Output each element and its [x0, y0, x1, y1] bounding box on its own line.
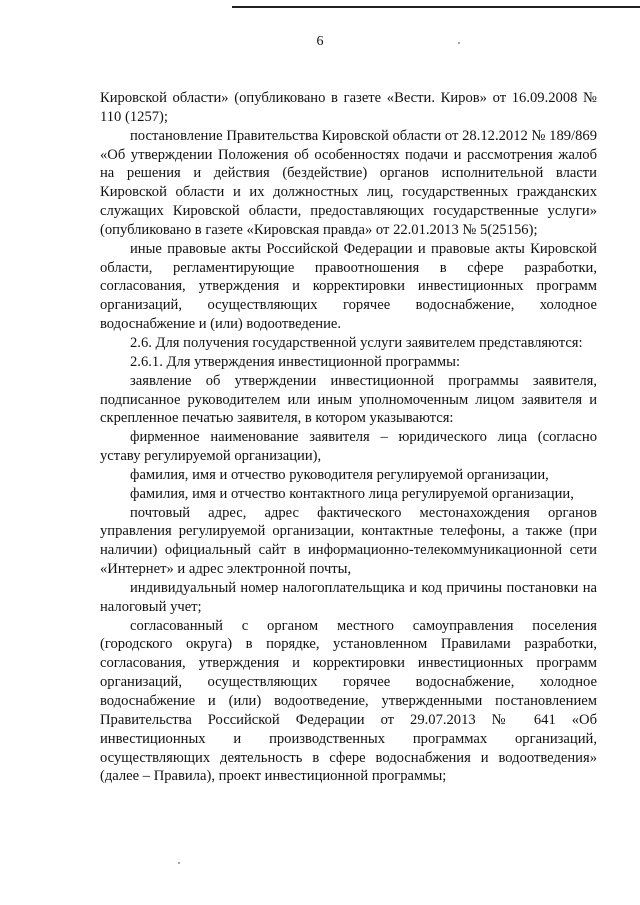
paragraph-addresses: почтовый адрес, адрес фактического местонахождения органов управления регулируемой организации, контактные телефоны, а также (при наличии) официальный сайт в информационно-телекоммуникационной сети «Интернет» и адрес электронной почты, [100, 504, 597, 578]
scan-speck [178, 862, 180, 864]
scan-speck [458, 42, 460, 44]
paragraph-other-legal-acts: иные правовые акты Российской Федерации и правовые акты Кировской области, регламентирующие правоотношения в сфере разработки, согласования, утверждения и корректировки инвестиционных программ организаций, осуществляющих горячее водоснабжение, холодное водоснабжение и (или) водоотведение. [100, 240, 597, 333]
paragraph-tax-number: индивидуальный номер налогоплательщика и код причины постановки на налоговый учет; [100, 579, 597, 615]
paragraph-company-name: фирменное наименование заявителя – юридического лица (согласно уставу регулируемой организации), [100, 429, 597, 465]
paragraph-contact-name: фамилия, имя и отчество контактного лица регулируемой организации, [130, 485, 574, 502]
page-number: 6 [316, 34, 324, 49]
paragraph-resolution-189-869: постановление Правительства Кировской области от 28.12.2012 № 189/869 «Об утверждении Положения об особенностях подачи и рассмотрения жалоб на решения и действия (бездействие) органов исполнительной власти Кировской области и их должностных лиц, государственных гражданских служащих Кировской области, предоставляющих государственные услуги» (опубликовано в газете «Кировская правда» от 22.01.2013 № 5(25156); [100, 127, 597, 238]
paragraph-section-2-6: 2.6. Для получения государственной услуги заявителем представляются: [130, 334, 583, 351]
paragraph-director-name: фамилия, имя и отчество руководителя регулируемой организации, [130, 466, 549, 483]
paragraph-continuation: Кировской области» (опубликовано в газете «Вести. Киров» от 16.09.2008 № 110 (1257); [100, 90, 597, 125]
paragraph-section-2-6-1: 2.6.1. Для утверждения инвестиционной программы: [130, 353, 461, 370]
paragraph-application: заявление об утверждении инвестиционной программы заявителя, подписанное руководителем или иным уполномоченным лицом заявителя и скрепленное печатью заявителя, в котором указываются: [100, 372, 597, 427]
header-rule [232, 6, 640, 8]
document-body [100, 89, 597, 786]
paragraph-agreed-project: согласованный с органом местного самоуправления поселения (городского округа) в порядке, установленном Правилами разработки, согласования, утверждения и корректировки инвестиционных программ организаций, осуществляющих горячее водоснабжение, холодное водоснабжение и (или) водоотведение, утвержденными постановлением Правительства Российской Федерации от 29.07.2013 № 641 «Об инвестиционных и производственных программах организаций, осуществляющих деятельность в сфере водоснабжения и водоотведения» (далее – Правила), проект инвестиционной программы; [100, 617, 597, 785]
